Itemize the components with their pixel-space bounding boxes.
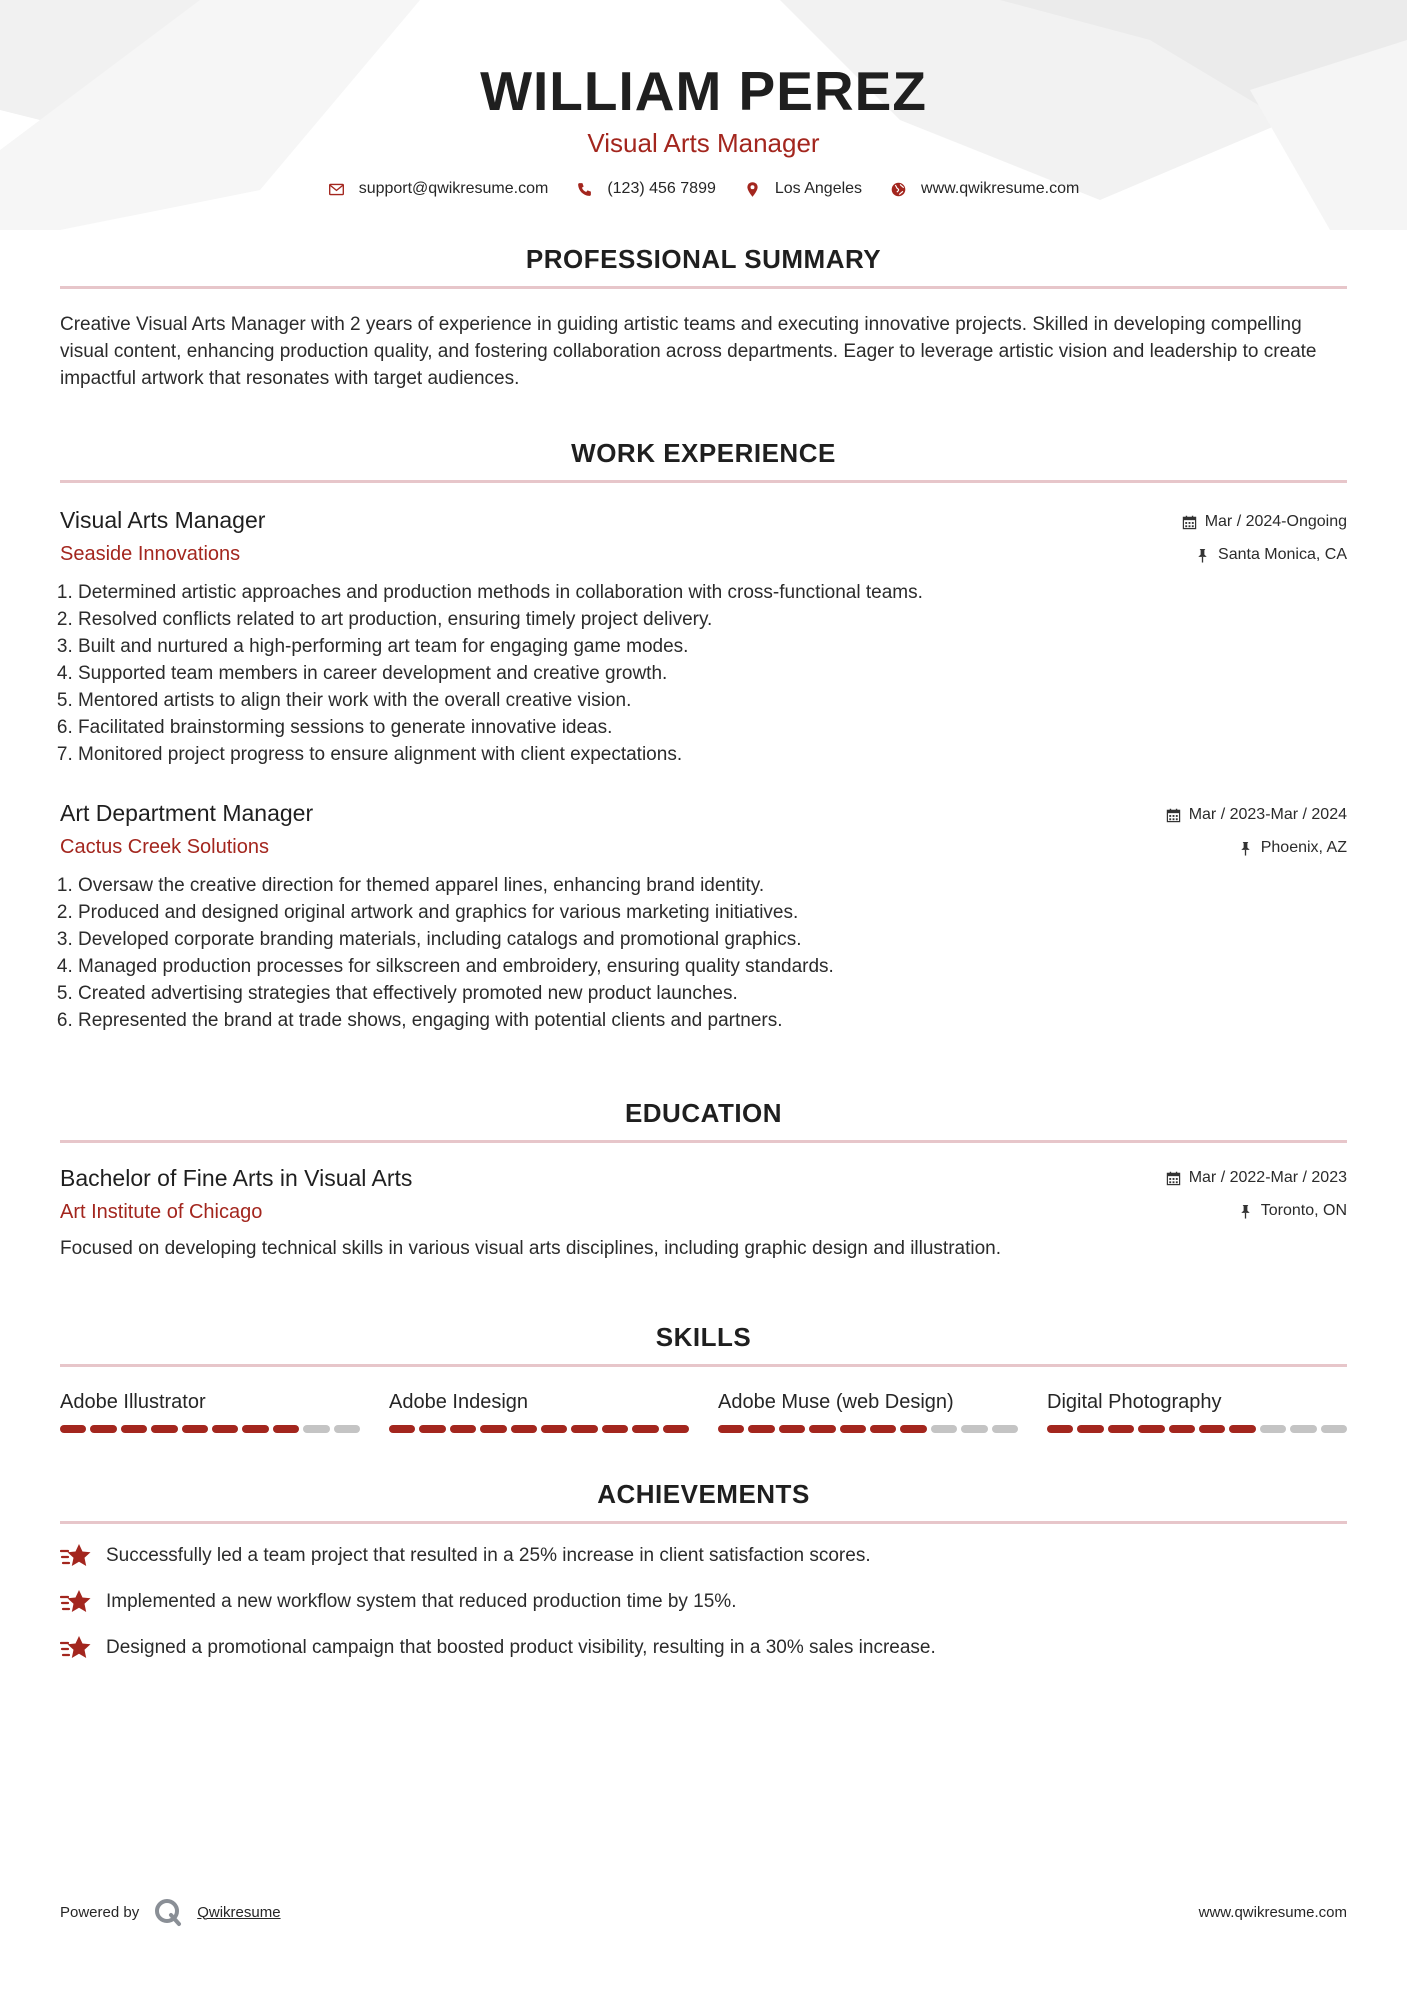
skill-segment-filled bbox=[511, 1425, 537, 1433]
achievements-list bbox=[60, 1542, 1347, 1662]
education-location bbox=[1166, 1198, 1347, 1224]
skills-list bbox=[60, 1389, 1347, 1433]
skills-heading: SKILLS bbox=[655, 1322, 752, 1352]
summary-text: Creative Visual Arts Manager with 2 years of experience in guiding artistic teams and executing innovative projects. Skilled in developing compelling visual content, enhancing production quality, and fostering collaboration across departments. Eager to leverage artistic vision and leadership to create impactful artwork that resonates with target audiences. bbox=[60, 314, 1317, 389]
list-item: 6. Facilitated brainstorming sessions to generate innovative ideas. bbox=[78, 714, 1347, 741]
skills-section bbox=[60, 1320, 1347, 1433]
job-location bbox=[1182, 542, 1347, 568]
section-divider bbox=[60, 286, 1347, 289]
star-icon bbox=[60, 1588, 92, 1616]
skill-segment-filled bbox=[663, 1425, 689, 1433]
skill-name: Adobe Illustrator bbox=[60, 1391, 206, 1413]
envelope-icon bbox=[328, 181, 345, 198]
skill-level-bar bbox=[1047, 1425, 1347, 1433]
skill-segment-filled bbox=[273, 1425, 299, 1433]
map-pin-icon bbox=[744, 181, 761, 198]
list-item: 3. Built and nurtured a high-performing art team for engaging game modes. bbox=[78, 633, 1347, 660]
skill-segment-filled bbox=[748, 1425, 774, 1433]
star-icon bbox=[60, 1542, 92, 1570]
achievement-text: Successfully led a team project that resulted in a 25% increase in client satisfaction scores. bbox=[106, 1545, 871, 1566]
skill-segment-filled bbox=[900, 1425, 926, 1433]
skill-segment-filled bbox=[389, 1425, 415, 1433]
skill-item bbox=[389, 1389, 689, 1433]
contact-location bbox=[744, 180, 862, 198]
job-company: Cactus Creek Solutions bbox=[60, 836, 269, 858]
achievements-heading: ACHIEVEMENTS bbox=[597, 1479, 810, 1509]
skill-name: Adobe Muse (web Design) bbox=[718, 1391, 954, 1413]
skill-segment-filled bbox=[1108, 1425, 1134, 1433]
skill-segment-empty bbox=[931, 1425, 957, 1433]
education-entry bbox=[60, 1163, 1347, 1262]
skill-item bbox=[718, 1389, 1018, 1433]
list-item: 2. Produced and designed original artwork and graphics for various marketing initiatives. bbox=[78, 899, 1347, 926]
job-dates bbox=[1166, 802, 1347, 828]
skill-item bbox=[60, 1389, 360, 1433]
skill-segment-filled bbox=[480, 1425, 506, 1433]
calendar-icon bbox=[1182, 515, 1197, 530]
job-location-text: Phoenix, AZ bbox=[1260, 839, 1347, 856]
job-title: Visual Arts Manager bbox=[60, 507, 266, 533]
skill-segment-filled bbox=[182, 1425, 208, 1433]
powered-by-label: Powered by bbox=[60, 1903, 140, 1921]
list-item: 1. Oversaw the creative direction for themed apparel lines, enhancing brand identity. bbox=[78, 872, 1347, 899]
education-section bbox=[60, 1096, 1347, 1262]
contact-website-text: www.qwikresume.com bbox=[921, 180, 1080, 197]
summary-section bbox=[60, 242, 1347, 392]
page-footer bbox=[60, 1897, 1347, 1927]
job-dates-text: Mar / 2023-Mar / 2024 bbox=[1188, 806, 1347, 823]
job-dates bbox=[1182, 509, 1347, 535]
list-item: 5. Created advertising strategies that effectively promoted new product launches. bbox=[78, 980, 1347, 1007]
contact-bar bbox=[60, 180, 1347, 198]
list-item: 4. Managed production processes for silkscreen and embroidery, ensuring quality standards. bbox=[78, 953, 1347, 980]
section-divider bbox=[60, 480, 1347, 483]
globe-icon bbox=[890, 181, 907, 198]
list-item: 1. Determined artistic approaches and production methods in collaboration with cross-functional teams. bbox=[78, 579, 1347, 606]
achievement-text: Implemented a new workflow system that reduced production time by 15%. bbox=[106, 1591, 737, 1612]
job-responsibilities bbox=[60, 579, 1347, 768]
education-heading: EDUCATION bbox=[624, 1098, 783, 1128]
pushpin-icon bbox=[1195, 548, 1210, 563]
skill-segment-filled bbox=[90, 1425, 116, 1433]
degree-title: Bachelor of Fine Arts in Visual Arts bbox=[60, 1165, 413, 1191]
skill-name: Adobe Indesign bbox=[389, 1391, 529, 1413]
skill-segment-filled bbox=[450, 1425, 476, 1433]
education-dates-text: Mar / 2022-Mar / 2023 bbox=[1188, 1169, 1347, 1186]
section-divider bbox=[60, 1364, 1347, 1367]
contact-phone[interactable] bbox=[576, 180, 716, 198]
job-location-text: Santa Monica, CA bbox=[1218, 546, 1347, 563]
list-item: 5. Mentored artists to align their work with the overall creative vision. bbox=[78, 687, 1347, 714]
list-item: 4. Supported team members in career development and creative growth. bbox=[78, 660, 1347, 687]
summary-heading: PROFESSIONAL SUMMARY bbox=[525, 244, 882, 274]
contact-phone-text: (123) 456 7899 bbox=[607, 180, 716, 197]
achievement-text: Designed a promotional campaign that boosted product visibility, resulting in a 30% sales increase. bbox=[106, 1637, 936, 1658]
skill-segment-filled bbox=[242, 1425, 268, 1433]
job-dates-text: Mar / 2024-Ongoing bbox=[1204, 513, 1347, 530]
skill-segment-filled bbox=[840, 1425, 866, 1433]
skill-segment-filled bbox=[60, 1425, 86, 1433]
pushpin-icon bbox=[1238, 841, 1253, 856]
education-location-text: Toronto, ON bbox=[1260, 1202, 1347, 1219]
skill-segment-filled bbox=[779, 1425, 805, 1433]
skill-level-bar bbox=[60, 1425, 360, 1433]
skill-segment-empty bbox=[1260, 1425, 1286, 1433]
skill-segment-empty bbox=[1321, 1425, 1347, 1433]
calendar-icon bbox=[1166, 808, 1181, 823]
skill-segment-filled bbox=[1169, 1425, 1195, 1433]
contact-email-text: support@qwikresume.com bbox=[358, 180, 549, 197]
candidate-name: WILLIAM PEREZ bbox=[480, 60, 927, 122]
footer-website[interactable]: www.qwikresume.com bbox=[1198, 1903, 1347, 1921]
job-entry bbox=[60, 505, 1347, 768]
contact-website[interactable] bbox=[890, 180, 1079, 198]
school-name: Art Institute of Chicago bbox=[60, 1201, 263, 1223]
list-item: 2. Resolved conflicts related to art production, ensuring timely project delivery. bbox=[78, 606, 1347, 633]
skill-segment-empty bbox=[1290, 1425, 1316, 1433]
skill-segment-filled bbox=[632, 1425, 658, 1433]
education-description: Focused on developing technical skills in various visual arts disciplines, including graphic design and illustration. bbox=[60, 1238, 1002, 1259]
contact-email[interactable] bbox=[328, 180, 549, 198]
skill-segment-filled bbox=[1047, 1425, 1073, 1433]
contact-location-text: Los Angeles bbox=[774, 180, 863, 197]
skill-segment-empty bbox=[992, 1425, 1018, 1433]
skill-segment-filled bbox=[1077, 1425, 1103, 1433]
list-item: 3. Developed corporate branding materials, including catalogs and promotional graphics. bbox=[78, 926, 1347, 953]
skill-segment-filled bbox=[809, 1425, 835, 1433]
phone-icon bbox=[576, 181, 593, 198]
skill-segment-empty bbox=[303, 1425, 329, 1433]
skill-segment-filled bbox=[1199, 1425, 1225, 1433]
skill-segment-filled bbox=[571, 1425, 597, 1433]
section-divider bbox=[60, 1140, 1347, 1143]
skill-level-bar bbox=[718, 1425, 1018, 1433]
skill-segment-empty bbox=[961, 1425, 987, 1433]
experience-heading: WORK EXPERIENCE bbox=[571, 438, 836, 468]
achievements-section bbox=[60, 1477, 1347, 1662]
section-divider bbox=[60, 1521, 1347, 1524]
calendar-icon bbox=[1166, 1171, 1181, 1186]
education-dates bbox=[1166, 1165, 1347, 1191]
pushpin-icon bbox=[1238, 1204, 1253, 1219]
skill-segment-filled bbox=[1138, 1425, 1164, 1433]
skill-segment-filled bbox=[121, 1425, 147, 1433]
achievement-item bbox=[60, 1588, 1347, 1616]
job-location bbox=[1166, 835, 1347, 861]
qwikresume-logo-icon bbox=[153, 1897, 183, 1927]
skill-name: Digital Photography bbox=[1047, 1391, 1222, 1413]
skill-segment-empty bbox=[334, 1425, 360, 1433]
list-item: 6. Represented the brand at trade shows, engaging with potential clients and partners. bbox=[78, 1007, 1347, 1034]
skill-item bbox=[1047, 1389, 1347, 1433]
job-responsibilities bbox=[60, 872, 1347, 1034]
skill-segment-filled bbox=[602, 1425, 628, 1433]
achievement-item bbox=[60, 1542, 1347, 1570]
candidate-role: Visual Arts Manager bbox=[587, 128, 820, 158]
skill-segment-filled bbox=[212, 1425, 238, 1433]
powered-by bbox=[60, 1897, 281, 1927]
skill-segment-filled bbox=[718, 1425, 744, 1433]
skill-segment-filled bbox=[541, 1425, 567, 1433]
job-company: Seaside Innovations bbox=[60, 543, 241, 565]
skill-level-bar bbox=[389, 1425, 689, 1433]
achievement-item bbox=[60, 1634, 1347, 1662]
experience-section bbox=[60, 436, 1347, 1034]
skill-segment-filled bbox=[151, 1425, 177, 1433]
job-entry bbox=[60, 798, 1347, 1034]
qwikresume-link[interactable]: Qwikresume bbox=[197, 1903, 281, 1921]
star-icon bbox=[60, 1634, 92, 1662]
resume-header bbox=[60, 0, 1347, 198]
skill-segment-filled bbox=[419, 1425, 445, 1433]
job-title: Art Department Manager bbox=[60, 800, 314, 826]
skill-segment-filled bbox=[1229, 1425, 1255, 1433]
list-item: 7. Monitored project progress to ensure alignment with client expectations. bbox=[78, 741, 1347, 768]
skill-segment-filled bbox=[870, 1425, 896, 1433]
